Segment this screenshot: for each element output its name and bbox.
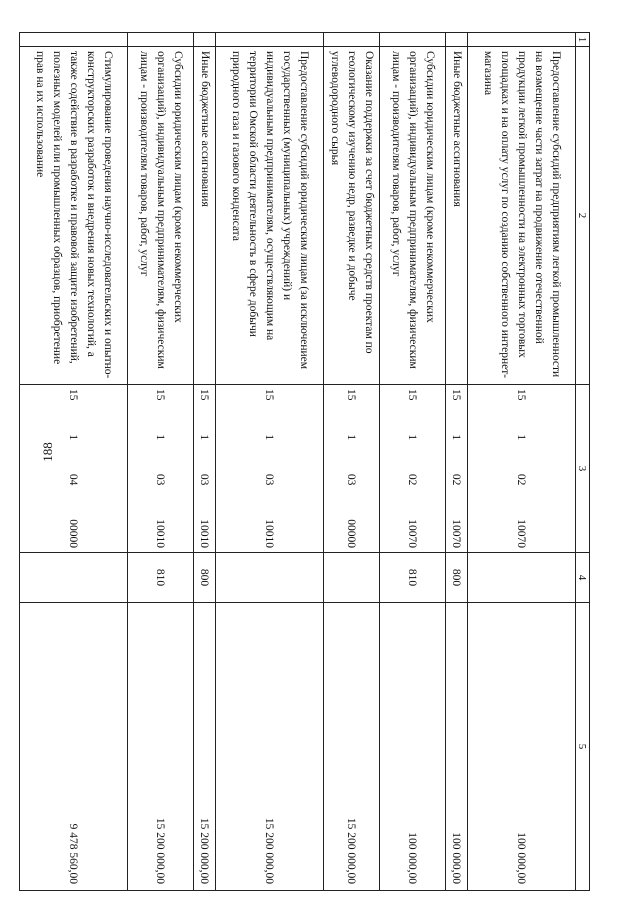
code-event: 03 <box>345 473 358 486</box>
table-row <box>128 33 194 891</box>
code-program: 15 <box>450 389 463 401</box>
code-subprogram: 1 <box>406 434 419 441</box>
code-direction: 10010 <box>198 519 211 548</box>
row-name: Субсидии юридическим лицам (кроме некоммерческих организаций), индивидуальным предпринимателям, физическим лицам - производителям товаров, работ, услуг <box>128 47 194 385</box>
code-direction: 10010 <box>154 519 167 548</box>
code-direction: 00000 <box>345 519 358 548</box>
page-number: 188 <box>40 442 55 462</box>
row-expense-type <box>216 553 324 603</box>
code-direction: 10010 <box>263 519 276 548</box>
code-subprogram: 1 <box>198 434 211 441</box>
code-subprogram: 1 <box>154 434 167 441</box>
table-row <box>468 33 576 891</box>
header-col-4: 4 <box>576 553 590 603</box>
code-event: 03 <box>154 473 167 486</box>
row-col-1-cell <box>194 33 216 47</box>
row-code <box>128 385 194 553</box>
row-code <box>324 385 380 553</box>
row-col-1-cell <box>446 33 468 47</box>
row-code <box>194 385 216 553</box>
row-code <box>216 385 324 553</box>
row-code <box>446 385 468 553</box>
row-amount: 100 000,00 <box>446 603 468 891</box>
row-amount: 15 200 000,00 <box>216 603 324 891</box>
row-name: Предоставление субсидий юридическим лицам (за исключением государственных (муниципальных) учреждений) и индивидуальным предпринимателям, осуществляющим на территории Омской области деятельность в сфере добычи природного газа и газового конденсата <box>216 47 324 385</box>
row-name: Субсидии юридическим лицам (кроме некоммерческих организаций), индивидуальным предпринимателям, физическим лицам - производителям товаров, работ, услуг <box>380 47 446 385</box>
code-event: 02 <box>515 473 528 486</box>
row-code <box>468 385 576 553</box>
code-event: 04 <box>67 473 80 486</box>
row-col-1-cell <box>468 33 576 47</box>
row-amount: 9 478 560,00 <box>20 603 128 891</box>
row-col-1-cell <box>324 33 380 47</box>
row-name: Иные бюджетные ассигнования <box>194 47 216 385</box>
code-direction: 10070 <box>450 519 463 548</box>
row-col-1-cell <box>380 33 446 47</box>
row-name: Иные бюджетные ассигнования <box>446 47 468 385</box>
row-amount: 15 200 000,00 <box>128 603 194 891</box>
code-event: 02 <box>450 473 463 486</box>
row-code <box>380 385 446 553</box>
row-expense-type: 810 <box>128 553 194 603</box>
budget-table <box>19 32 590 891</box>
row-expense-type: 800 <box>446 553 468 603</box>
code-program: 15 <box>263 389 276 401</box>
row-code <box>20 385 128 553</box>
code-subprogram: 1 <box>515 434 528 441</box>
row-col-1-cell <box>216 33 324 47</box>
header-col-2: 2 <box>576 47 590 385</box>
header-col-1: 1 <box>576 33 590 47</box>
table-row <box>194 33 216 891</box>
table-row <box>446 33 468 891</box>
header-col-3: 3 <box>576 385 590 553</box>
code-program: 15 <box>345 389 358 401</box>
code-program: 15 <box>154 389 167 401</box>
row-amount: 100 000,00 <box>380 603 446 891</box>
code-direction: 10070 <box>515 519 528 548</box>
row-amount: 15 200 000,00 <box>194 603 216 891</box>
header-row <box>576 33 590 891</box>
row-col-1-cell <box>20 33 128 47</box>
code-subprogram: 1 <box>263 434 276 441</box>
header-col-5: 5 <box>576 603 590 891</box>
code-program: 15 <box>67 389 80 401</box>
code-subprogram: 1 <box>345 434 358 441</box>
code-event: 02 <box>406 473 419 486</box>
code-program: 15 <box>406 389 419 401</box>
code-direction: 00000 <box>67 519 80 548</box>
code-event: 03 <box>198 473 211 486</box>
row-expense-type <box>20 553 128 603</box>
row-expense-type: 800 <box>194 553 216 603</box>
code-program: 15 <box>198 389 211 401</box>
table-row <box>324 33 380 891</box>
row-name: Предоставление субсидий предприятиям легкой промышленности на возмещение части затрат на продвижение отечественной продукции легкой промышленности на электронных торговых площадках и на оплату услуг по созданию собственного интернет-магазина <box>468 47 576 385</box>
row-expense-type: 810 <box>380 553 446 603</box>
code-program: 15 <box>515 389 528 401</box>
row-name: Оказание поддержки за счет бюджетных средств проектам по геологическому изучению недр, разведке и добыче углеводородного сырья <box>324 47 380 385</box>
code-event: 03 <box>263 473 276 486</box>
code-direction: 10070 <box>406 519 419 548</box>
row-col-1-cell <box>128 33 194 47</box>
row-amount: 15 200 000,00 <box>324 603 380 891</box>
table-row <box>20 33 128 891</box>
table-row <box>216 33 324 891</box>
row-name: Стимулирование проведения научно-исследовательских и опытно-конструкторских разработок и внедрения новых технологий, а также содействие в разработке и правовой защите изобретений, полезных моделей или промышленных образцов, приобретение прав на их использование <box>20 47 128 385</box>
row-expense-type <box>324 553 380 603</box>
code-subprogram: 1 <box>450 434 463 441</box>
table-row <box>380 33 446 891</box>
row-amount: 100 000,00 <box>468 603 576 891</box>
code-subprogram: 1 <box>67 434 80 441</box>
row-expense-type <box>468 553 576 603</box>
